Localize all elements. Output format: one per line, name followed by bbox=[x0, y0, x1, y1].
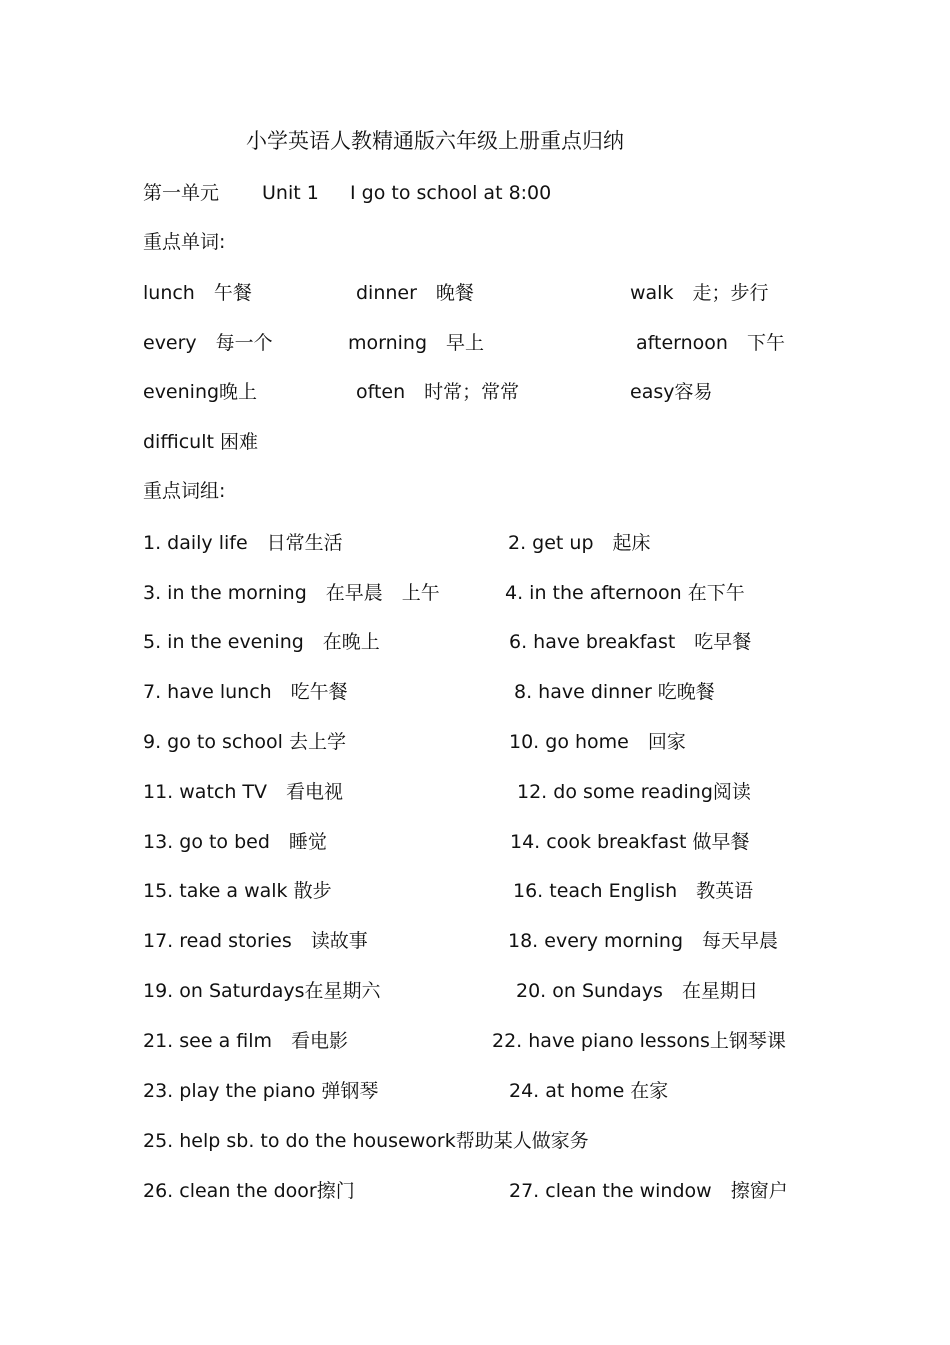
phrase-item: 26. clean the door擦门 bbox=[143, 1180, 355, 1202]
phrase-item: 7. have lunch 吃午餐 bbox=[143, 681, 348, 703]
vocab-item: walk 走；步行 bbox=[630, 282, 769, 304]
phrase-item: 8. have dinner 吃晚餐 bbox=[514, 681, 715, 703]
phrase-item: 9. go to school 去上学 bbox=[143, 731, 346, 753]
unit-title: I go to school at 8:00 bbox=[350, 182, 552, 204]
phrase-item: 19. on Saturdays在星期六 bbox=[143, 980, 381, 1002]
vocab-item: afternoon 下午 bbox=[636, 332, 785, 354]
vocab-item: every 每一个 bbox=[143, 332, 273, 354]
phrases-heading: 重点词组: bbox=[143, 480, 226, 502]
phrase-item: 3. in the morning 在早晨 上午 bbox=[143, 582, 440, 604]
phrase-item: 1. daily life 日常生活 bbox=[143, 532, 343, 554]
vocab-item: morning 早上 bbox=[348, 332, 485, 354]
unit-label-cn: 第一单元 bbox=[143, 182, 220, 204]
vocab-item: easy容易 bbox=[630, 381, 713, 403]
phrase-item: 4. in the afternoon 在下午 bbox=[505, 582, 745, 604]
page-title: 小学英语人教精通版六年级上册重点归纳 bbox=[246, 129, 624, 153]
phrase-item: 13. go to bed 睡觉 bbox=[143, 831, 327, 853]
phrase-item: 14. cook breakfast 做早餐 bbox=[510, 831, 750, 853]
phrase-item: 2. get up 起床 bbox=[508, 532, 651, 554]
phrase-item: 12. do some reading阅读 bbox=[517, 781, 751, 803]
phrase-item: 24. at home 在家 bbox=[509, 1080, 669, 1102]
phrase-item: 17. read stories 读故事 bbox=[143, 930, 368, 952]
phrase-item: 5. in the evening 在晚上 bbox=[143, 631, 380, 653]
phrase-item: 22. have piano lessons上钢琴课 bbox=[492, 1030, 786, 1052]
phrase-item: 10. go home 回家 bbox=[509, 731, 686, 753]
phrase-item: 25. help sb. to do the housework帮助某人做家务 bbox=[143, 1130, 589, 1152]
vocab-heading: 重点单词: bbox=[143, 231, 226, 253]
phrase-item: 18. every morning 每天早晨 bbox=[508, 930, 779, 952]
phrase-item: 15. take a walk 散步 bbox=[143, 880, 332, 902]
phrase-item: 6. have breakfast 吃早餐 bbox=[509, 631, 752, 653]
vocab-item: difficult 困难 bbox=[143, 431, 258, 453]
phrase-item: 23. play the piano 弹钢琴 bbox=[143, 1080, 379, 1102]
vocab-item: evening晚上 bbox=[143, 381, 258, 403]
vocab-item: lunch 午餐 bbox=[143, 282, 252, 304]
phrase-item: 27. clean the window 擦窗户 bbox=[509, 1180, 788, 1202]
phrase-item: 11. watch TV 看电视 bbox=[143, 781, 344, 803]
vocab-item: often 时常；常常 bbox=[356, 381, 520, 403]
unit-label-en: Unit 1 bbox=[262, 182, 319, 204]
phrase-item: 16. teach English 教英语 bbox=[513, 880, 754, 902]
vocab-item: dinner 晚餐 bbox=[356, 282, 474, 304]
phrase-item: 20. on Sundays 在星期日 bbox=[516, 980, 758, 1002]
phrase-item: 21. see a film 看电影 bbox=[143, 1030, 349, 1052]
